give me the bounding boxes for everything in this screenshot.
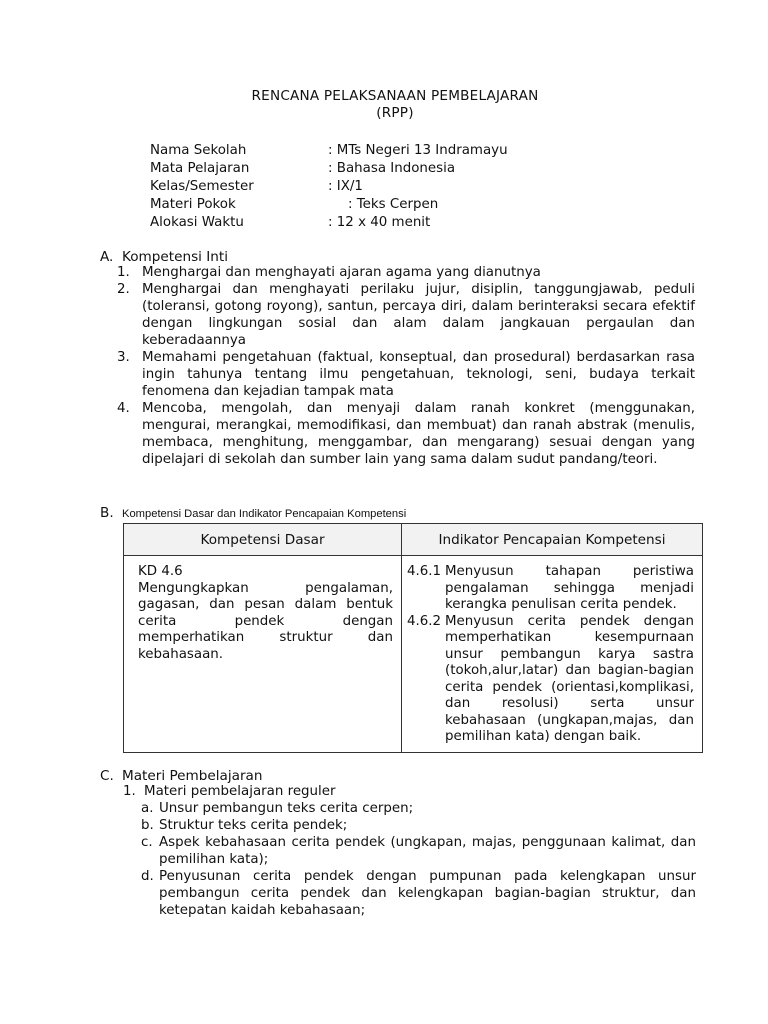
list-item: [117, 349, 695, 400]
info-value: : MTs Negeri 13 Indramayu: [328, 143, 508, 158]
section-a-heading: [100, 249, 228, 265]
list-item: [117, 281, 695, 349]
item-text: Mencoba, mengolah, dan menyaji dalam ranah konkret (menggunakan, mengurai, merangkai, memodifikasi, dan membuat) dan ranah abstrak (menulis, membaca, menghitung, menggambar, dan mengarang) sesuai dengan yang dipelajari di sekolah dan sumber lain yang sama dalam sudut pandang/teori.: [142, 401, 695, 467]
item-text: Aspek kebahasaan cerita pendek (ungkapan, majas, penggunaan kalimat, dan pemilihan kata);: [159, 835, 696, 867]
section-b-heading: [100, 505, 406, 521]
kompetensi-inti-list: [117, 264, 695, 468]
kd-text: Mengungkapkan pengalaman, gagasan, dan pesan dalam bentuk cerita pendek dengan memperhatikan struktur dan kebahasaan.: [138, 580, 393, 662]
list-item: [117, 400, 695, 468]
list-item: [117, 264, 695, 281]
list-item: [141, 834, 696, 868]
info-label: Materi Pokok: [150, 197, 236, 212]
section-c-heading: [100, 768, 263, 784]
info-value: : 12 x 40 menit: [328, 215, 431, 230]
item-number: 2.: [117, 282, 130, 297]
section-title: Materi Pembelajaran: [122, 768, 263, 784]
document-title: RENCANA PELAKSANAAN PEMBELAJARAN: [251, 88, 539, 104]
info-value: : IX/1: [328, 179, 363, 194]
info-label: Alokasi Waktu: [150, 215, 244, 230]
indicator-item: [407, 614, 694, 746]
item-letter: a.: [141, 801, 154, 816]
info-label: Kelas/Semester: [150, 179, 254, 194]
item-number: 4.: [117, 401, 130, 416]
list-item: [141, 868, 696, 919]
subsection-number: 1.: [123, 784, 136, 799]
list-item: [141, 817, 696, 834]
item-text: Menghargai dan menghayati perilaku jujur, disiplin, tanggungjawab, peduli (toleransi, gotong royong), santun, percaya diri, dalam berinteraksi secara efektif dengan lingkungan sosial dan alam dalam jangkauan pergaulan dan keberadaannya: [142, 282, 695, 348]
item-text: Memahami pengetahuan (faktual, konseptual, dan prosedural) berdasarkan rasa ingin tahunya tentang ilmu pengetahuan, teknologi, seni, budaya terkait fenomena dan kejadian tampak mata: [142, 350, 695, 399]
indicator-code: 4.6.1: [407, 564, 442, 579]
column-header: Indikator Pencapaian Kompetensi: [402, 524, 703, 556]
subsection-title: [123, 784, 336, 799]
section-title: Kompetensi Inti: [122, 249, 229, 265]
kd-cell: [124, 556, 402, 753]
document-subtitle: (RPP): [376, 105, 414, 121]
indicator-text: Menyusun tahapan peristiwa pengalaman sehingga menjadi kerangka penulisan cerita pendek.: [445, 564, 694, 612]
item-text: Struktur teks cerita pendek;: [159, 818, 348, 833]
subsection-text: Materi pembelajaran reguler: [144, 784, 336, 799]
info-label: Mata Pelajaran: [150, 161, 250, 176]
item-text: Penyusunan cerita pendek dengan pumpunan pada kelengkapan unsur pembangun cerita pendek dan kelengkapan bagian-bagian struktur, dan ketepatan kaidah kebahasaan;: [159, 869, 696, 918]
indicator-cell: [402, 556, 703, 753]
indicator-text: Menyusun cerita pendek dengan memperhatikan kesempurnaan unsur pembangun karya sastra (tokoh,alur,latar) dan bagian-bagian cerita pendek (orientasi,komplikasi, dan resolusi) serta unsur kebahasaan (ungkapan,majas, dan pemilihan kata) dengan baik.: [445, 613, 694, 744]
section-letter: C.: [100, 768, 114, 784]
competency-table: [123, 523, 703, 753]
item-text: Unsur pembangun teks cerita cerpen;: [159, 801, 414, 816]
kd-code: KD 4.6: [138, 564, 183, 579]
item-letter: b.: [141, 818, 154, 833]
section-title: Kompetensi Dasar dan Indikator Pencapaian Kompetensi: [122, 508, 407, 520]
info-label: Nama Sekolah: [150, 143, 247, 158]
item-letter: d.: [141, 869, 154, 884]
table-row: [124, 556, 703, 753]
item-letter: c.: [141, 835, 153, 850]
list-item: [141, 800, 696, 817]
section-letter: B.: [100, 505, 114, 521]
section-letter: A.: [100, 249, 114, 265]
table-header-row: [124, 524, 703, 556]
indicator-item: [407, 564, 694, 614]
indicator-code: 4.6.2: [407, 613, 442, 629]
item-number: 3.: [117, 350, 130, 365]
item-text: Menghargai dan menghayati ajaran agama yang dianutnya: [142, 265, 541, 280]
info-value: : Bahasa Indonesia: [328, 161, 456, 176]
item-number: 1.: [117, 265, 130, 280]
materi-list: [141, 800, 696, 919]
info-value: : Teks Cerpen: [348, 197, 439, 212]
column-header: Kompetensi Dasar: [124, 524, 402, 556]
